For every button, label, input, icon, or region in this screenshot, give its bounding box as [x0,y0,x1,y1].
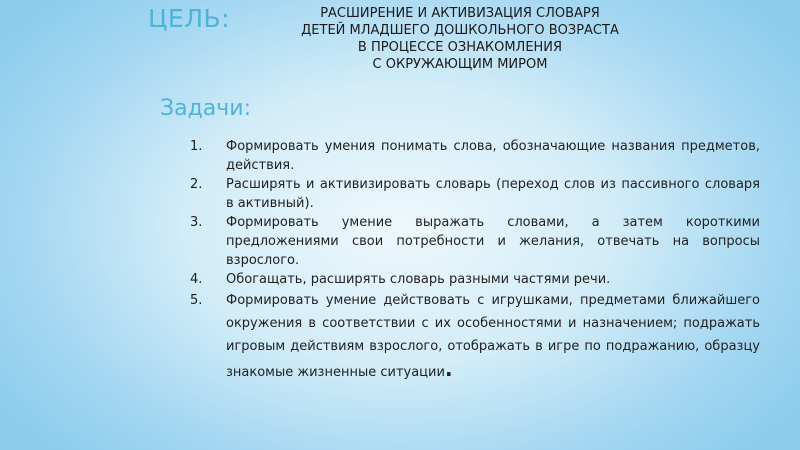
list-item [190,213,760,270]
list-item [190,289,760,384]
item-text: Формировать умения понимать слова, обозначающие названия предметов, действия. [226,139,760,173]
item-text: Обогащать, расширять словарь разными частями речи. [226,272,611,287]
list-item [190,270,760,289]
tasks-heading: Задачи: [160,96,251,121]
goal-line: С ОКРУЖАЮЩИМ МИРОМ [372,57,548,72]
list-item [190,175,760,213]
goal-line: РАСШИРЕНИЕ И АКТИВИЗАЦИЯ СЛОВАРЯ [320,6,600,21]
item-number: 5. [190,293,203,308]
item-text: Расширять и активизировать словарь (переход слов из пассивного словаря в активный). [226,177,760,211]
goal-text [270,5,650,73]
goal-line: В ПРОЦЕССЕ ОЗНАКОМЛЕНИЯ [357,40,563,55]
item-end-dot: . [444,357,453,381]
item-number: 3. [190,215,203,230]
goal-label: ЦЕЛЬ: [148,4,231,33]
item-number: 2. [190,177,203,192]
item-text: Формировать умение действовать с игрушками, предметами ближайшего окружения в соответствии с их особенностями и назначением; подражать игровым действиям взрослого, отображать в игре по подражанию, образцу знакомые жизненные ситуации [226,293,760,380]
tasks-list [190,137,760,384]
item-number: 1. [190,139,203,154]
item-text: Формировать умение выражать словами, а затем короткими предложениями свои потребности и желания, отвечать на вопросы взрослого. [226,215,760,268]
item-number: 4. [190,272,203,287]
goal-line: ДЕТЕЙ МЛАДШЕГО ДОШКОЛЬНОГО ВОЗРАСТА [301,23,619,38]
list-item [190,137,760,175]
